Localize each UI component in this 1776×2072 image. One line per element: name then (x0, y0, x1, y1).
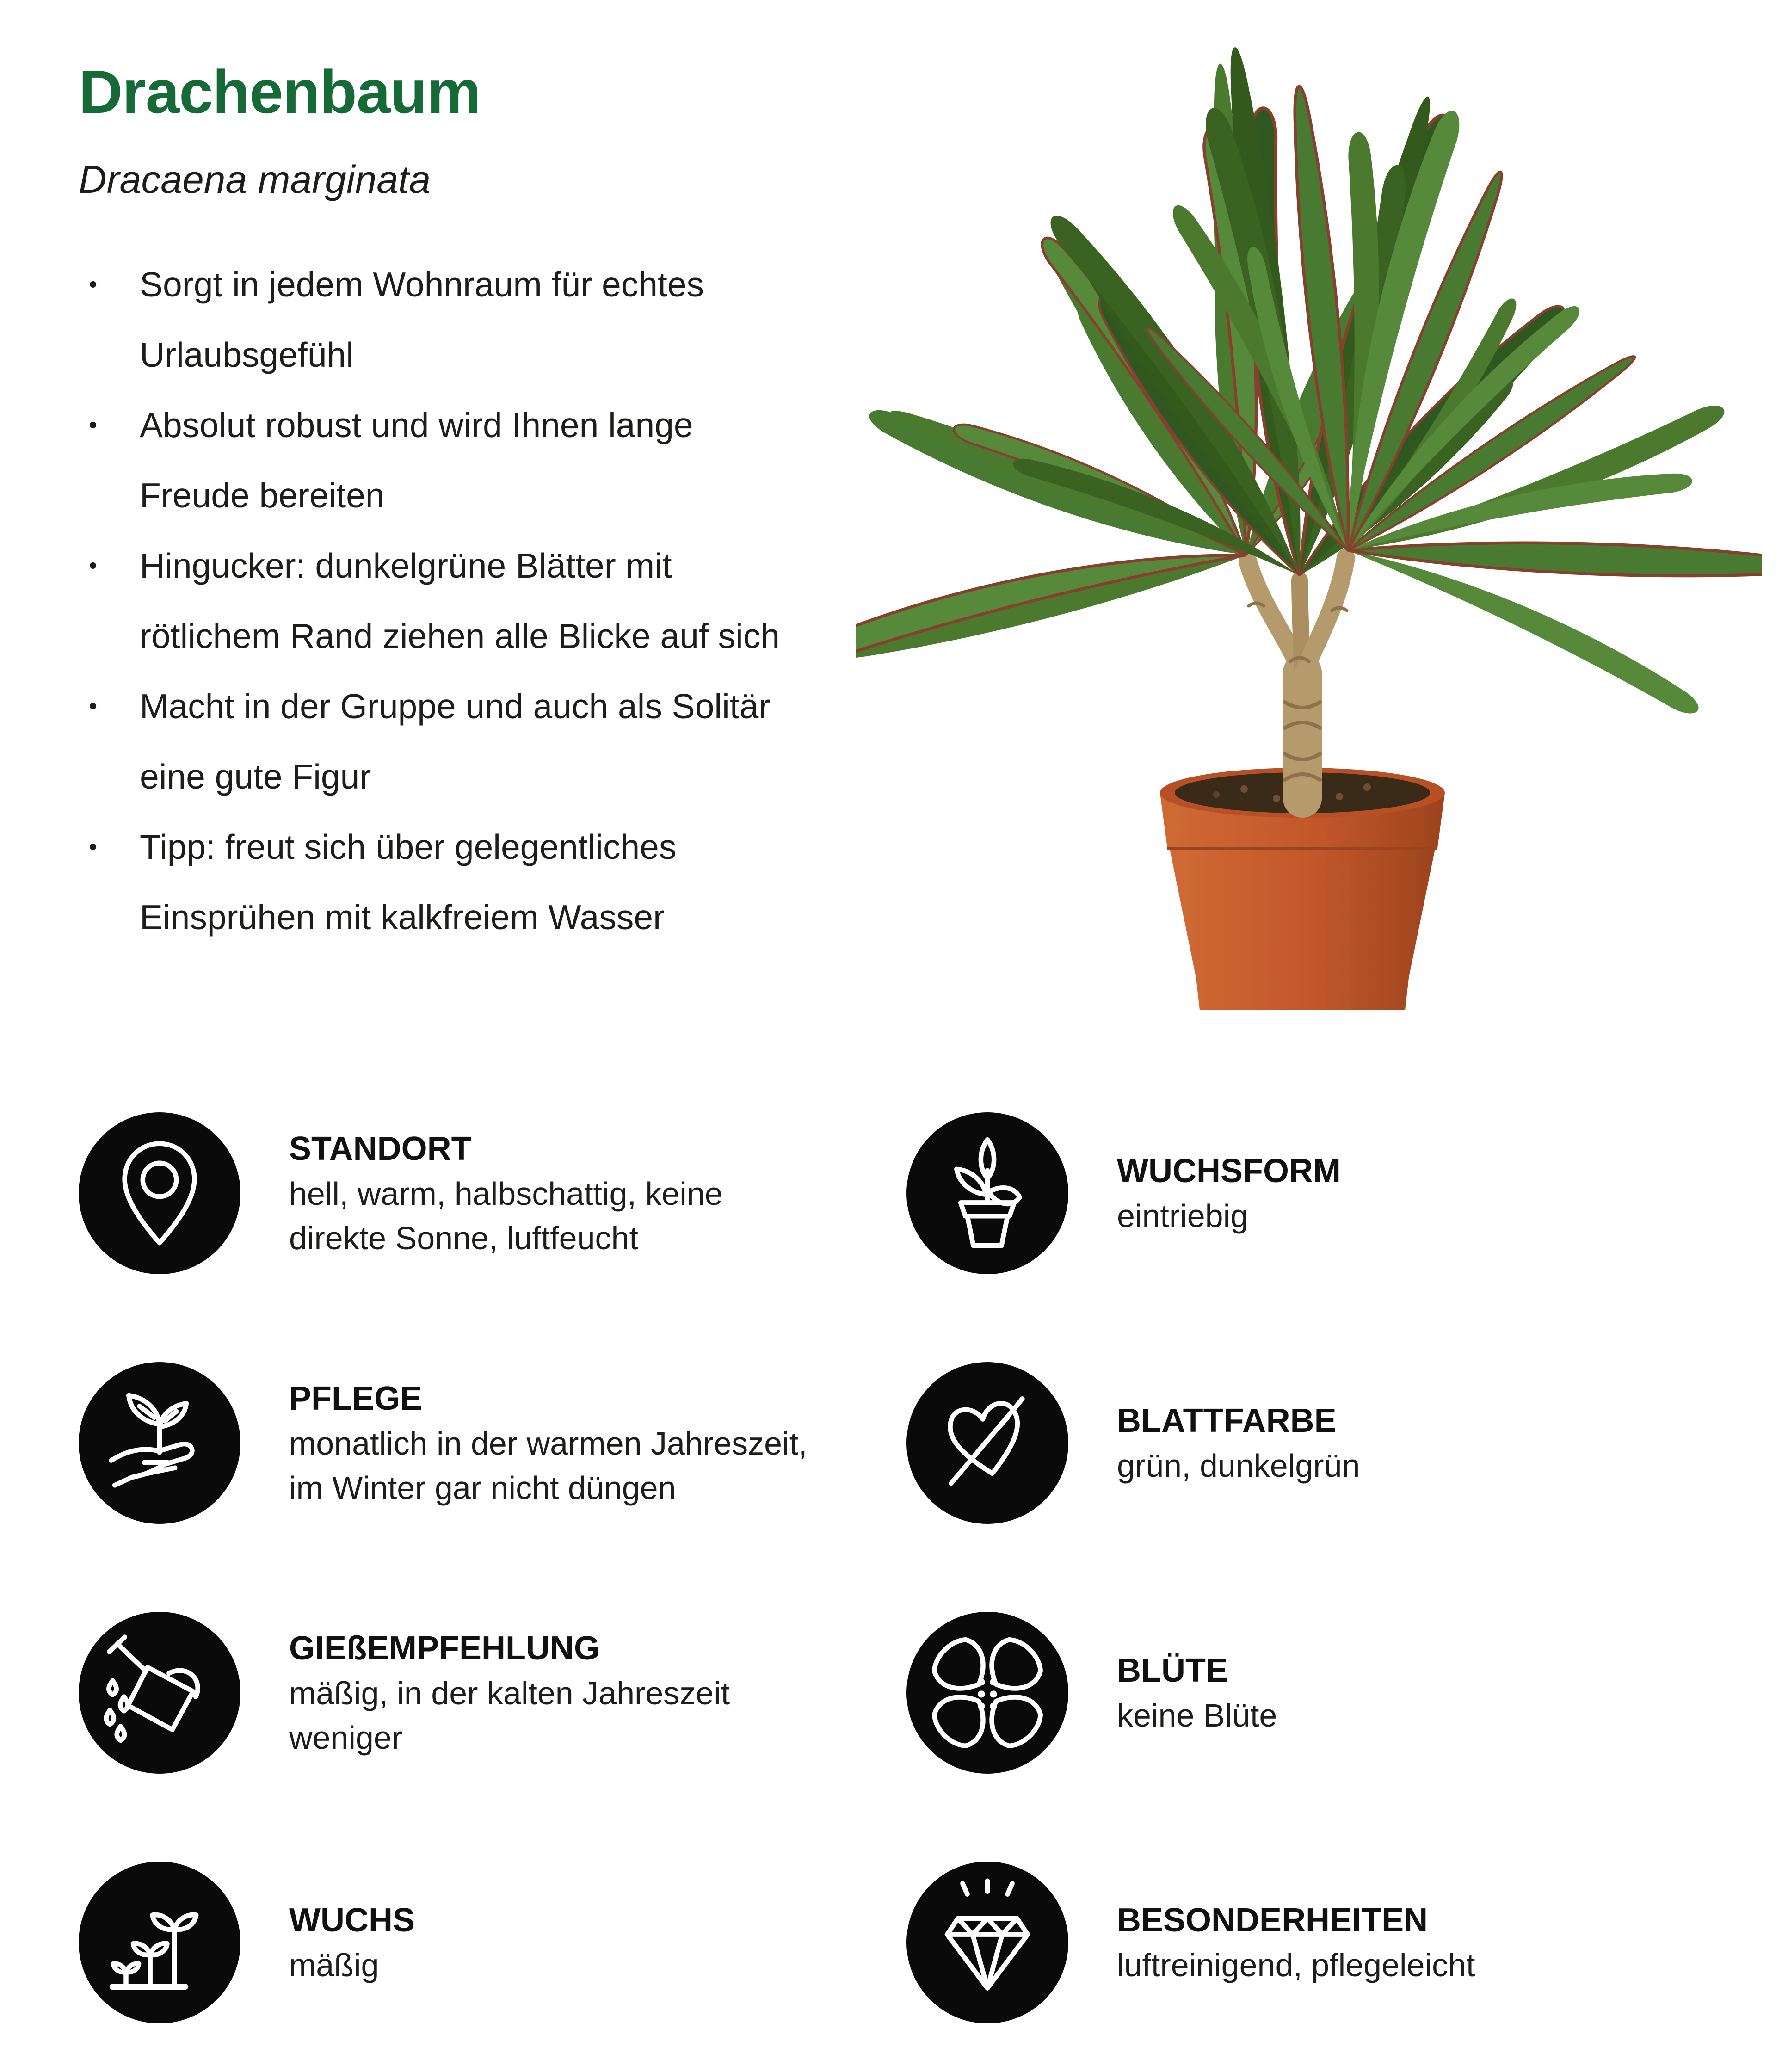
care-body: luftreinigend, pflegeleicht (1117, 1947, 1475, 1983)
care-item-besonderheiten (906, 1818, 1697, 2067)
botanical-name: Dracaena marginata (79, 158, 431, 202)
icon-circle (79, 1112, 240, 1274)
care-body: keine Blüte (1117, 1697, 1277, 1733)
watering-can-icon (92, 1626, 227, 1760)
list-item: • Absolut robust und wird Ihnen lange Freude bereiten (79, 390, 791, 530)
icon-circle (906, 1862, 1068, 2023)
care-body: grün, dunkelgrün (1117, 1448, 1360, 1484)
list-item: • Hingucker: dunkelgrüne Blätter mit rötlichem Rand ziehen alle Blicke auf sich (79, 530, 791, 671)
list-item: • Tipp: freut sich über gelegentliches Einsprühen mit kalkfreiem Wasser (79, 812, 791, 952)
care-item-pflege (79, 1318, 906, 1568)
care-item-giessempfehlung (79, 1568, 906, 1818)
care-heading: PFLEGE (289, 1380, 423, 1417)
icon-circle (906, 1112, 1068, 1274)
care-body: hell, warm, halbschattig, keine direkte Sonne, luftfeucht (289, 1176, 723, 1256)
care-body: mäßig (289, 1947, 379, 1983)
care-heading: GIEßEMPFEHLUNG (289, 1630, 600, 1667)
list-item: • Sorgt in jedem Wohnraum für echtes Urlaubsgefühl (79, 249, 791, 390)
icon-circle (906, 1612, 1068, 1774)
care-body: eintriebig (1117, 1198, 1249, 1234)
diamond-icon (920, 1875, 1054, 2010)
flower-icon (920, 1626, 1054, 1760)
leaf-paintbrush-icon (920, 1376, 1054, 1510)
icon-circle (79, 1862, 240, 2023)
care-heading: BLÜTE (1117, 1652, 1228, 1689)
care-heading: STANDORT (289, 1130, 472, 1167)
care-item-wuchs (79, 1818, 906, 2067)
care-item-bluete (906, 1568, 1697, 1818)
care-heading: BLATTFARBE (1117, 1402, 1337, 1439)
feature-list (79, 249, 791, 952)
hand-sprout-icon (92, 1376, 227, 1510)
growth-stages-icon (92, 1875, 227, 2010)
icon-circle (79, 1612, 240, 1774)
care-body: monatlich in der warmen Jahreszeit, im Winter gar nicht düngen (289, 1425, 808, 1506)
care-item-blattfarbe (906, 1318, 1697, 1568)
care-heading: BESONDERHEITEN (1117, 1902, 1428, 1939)
page-title: Drachenbaum (79, 58, 481, 126)
icon-circle (906, 1362, 1068, 1524)
plant-photo (856, 14, 1762, 1018)
care-heading: WUCHSFORM (1117, 1153, 1341, 1190)
care-grid (79, 1068, 1697, 2067)
care-item-wuchsform (906, 1068, 1697, 1318)
icon-circle (79, 1362, 240, 1524)
care-body: mäßig, in der kalten Jahreszeit weniger (289, 1675, 730, 1756)
location-pin-icon (92, 1126, 227, 1260)
list-item: • Macht in der Gruppe und auch als Solitär eine gute Figur (79, 671, 791, 812)
care-item-standort (79, 1068, 906, 1318)
intro-section (79, 56, 856, 952)
potted-plant-icon (920, 1126, 1054, 1260)
care-heading: WUCHS (289, 1902, 415, 1939)
braided-trunk (1248, 558, 1347, 798)
